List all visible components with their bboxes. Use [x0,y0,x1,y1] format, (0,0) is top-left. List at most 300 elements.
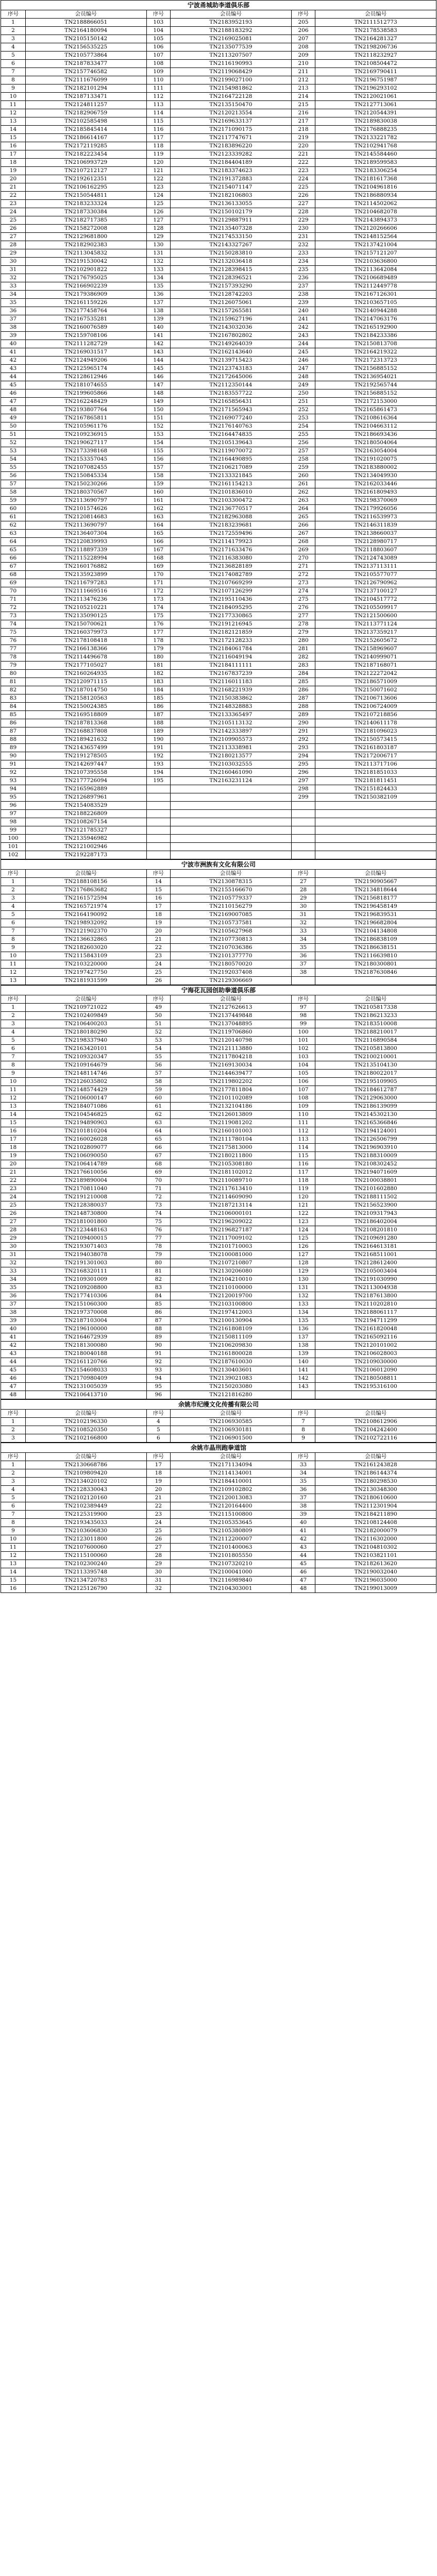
row-index: 28 [1,1226,26,1234]
row-index: 71 [1,596,26,604]
row-index: 96 [146,1391,171,1399]
member-id: TN2106724009 [315,703,436,711]
member-id: TN2134049930 [315,472,436,480]
table-row [1,472,436,480]
member-id: TN2128398415 [171,266,292,274]
member-id: TN2111512773 [315,19,436,27]
row-index: 249 [291,381,315,389]
member-id: TN2196682804 [315,919,436,927]
table-row [1,612,436,620]
member-id: TN2114496678 [25,653,146,662]
row-index: 54 [146,1045,171,1053]
table-row [1,1502,436,1511]
row-index: 4 [1,1028,26,1037]
row-index: 259 [291,464,315,472]
table-row [1,258,436,266]
row-index: 206 [291,27,315,35]
member-id: TN2102809077 [25,1144,146,1152]
row-index: 3 [1,1020,26,1028]
row-index: 44 [1,373,26,381]
row-index: 8 [1,1061,26,1070]
member-id: TN2120814683 [25,513,146,521]
member-id: TN2180022017 [315,1070,436,1078]
member-id: TN2163420101 [25,1045,146,1053]
table-row [1,389,436,398]
row-index: 254 [291,422,315,431]
row-index: 96 [1,802,26,810]
member-id: TN2106028003 [315,1350,436,1358]
row-index: 68 [146,1160,171,1168]
member-id: TN2197412003 [171,1309,292,1317]
row-index: 51 [146,1020,171,1028]
member-id: TN2103032555 [171,760,292,769]
member-id: TN2160461090 [171,769,292,777]
row-index: 108 [146,60,171,68]
row-index: 148 [146,389,171,398]
table-row [1,810,436,818]
row-index: 4 [1,903,26,911]
member-id: TN2140944288 [315,307,436,315]
row-index: 107 [146,52,171,60]
table-row [1,1144,436,1152]
row-index: 281 [291,645,315,653]
table-row [1,546,436,554]
member-id: TN2113207507 [171,52,292,60]
row-index: 12 [1,1094,26,1103]
row-index: 124 [291,1226,315,1234]
member-id: TN2108616364 [315,414,436,422]
row-index: 48 [1,1391,26,1399]
member-id: TN2154083529 [25,802,146,810]
member-id: TN2161243828 [315,1461,436,1469]
row-index: 122 [291,1210,315,1218]
member-id: TN2135090125 [25,612,146,620]
member-id: TN2109400015 [25,1234,146,1243]
member-id: TN2169633137 [171,117,292,126]
member-id: TN2138660037 [315,530,436,538]
member-id: TN2115843109 [25,952,146,960]
row-index: 61 [1,513,26,521]
header-member-id: 会员编号 [315,1453,436,1461]
row-index: 296 [291,769,315,777]
member-id: TN2113395748 [25,1568,146,1577]
member-id: TN2104961816 [315,183,436,192]
row-index: 63 [146,1119,171,1127]
member-id: TN2122272042 [315,670,436,678]
row-index: 53 [1,447,26,455]
row-index [291,851,315,859]
row-index: 242 [291,324,315,332]
member-id: TN2182223454 [25,150,146,159]
member-id: TN2192287173 [25,851,146,859]
row-index: 17 [1,150,26,159]
member-id: TN2199013009 [315,1585,436,1593]
member-id: TN2160026028 [25,1136,146,1144]
row-index: 29 [146,1560,171,1568]
table-row [1,1210,436,1218]
row-index: 20 [146,927,171,936]
row-index: 124 [146,192,171,200]
row-index: 58 [1,488,26,497]
row-index: 53 [146,1037,171,1045]
member-id [315,818,436,826]
row-index: 10 [1,93,26,101]
member-id: TN2180370567 [25,488,146,497]
row-index: 25 [146,1527,171,1535]
row-index: 117 [146,134,171,142]
member-id: TN2181096023 [315,727,436,736]
member-id: TN2108520350 [25,1426,146,1434]
row-index: 126 [291,1243,315,1251]
row-index: 102 [291,1045,315,1053]
row-index: 187 [146,711,171,719]
member-id: TN2103606830 [25,1527,146,1535]
member-id: TN2108201810 [315,1226,436,1234]
row-index: 189 [146,727,171,736]
row-index: 125 [146,200,171,208]
row-index: 10 [1,1078,26,1086]
row-index: 134 [146,274,171,282]
row-index: 227 [291,200,315,208]
member-id: TN2105139643 [171,439,292,447]
table-row [1,274,436,282]
row-index: 19 [1,167,26,175]
row-index: 73 [1,612,26,620]
table-row [1,1527,436,1535]
row-index: 32 [1,274,26,282]
row-index: 114 [146,109,171,117]
row-index: 142 [146,340,171,348]
member-id: TN2113717106 [315,760,436,769]
member-id: TN2174082789 [171,571,292,579]
row-index [146,793,171,802]
member-id [171,810,292,818]
member-id: TN2196209022 [171,1218,292,1226]
row-index: 141 [146,332,171,340]
member-id [315,851,436,859]
member-id: TN2107036386 [171,944,292,952]
row-index: 6 [146,1434,171,1443]
header-index: 序号 [146,10,171,19]
row-index: 266 [291,521,315,530]
member-id: TN2118897339 [25,546,146,554]
table-row [1,878,436,886]
table-row [1,1127,436,1136]
row-index: 9 [1,84,26,93]
member-id: TN2180610600 [315,1494,436,1502]
member-id: TN2180508811 [315,1375,436,1383]
row-index: 117 [291,1168,315,1177]
header-member-id: 会员编号 [315,1410,436,1418]
row-index: 16 [1,142,26,150]
row-index: 60 [1,505,26,513]
row-index: 15 [146,886,171,894]
member-id: TN2116797283 [25,579,146,587]
member-id: TN2181102012 [171,1168,292,1177]
member-id: TN2120213554 [171,109,292,117]
member-id: TN2102941768 [315,142,436,150]
member-id: TN2118803607 [315,546,436,554]
row-index: 209 [291,52,315,60]
row-index: 151 [146,414,171,422]
member-id: TN2124743089 [315,554,436,563]
member-id: TN2119068429 [171,68,292,76]
member-id: TN2184061784 [171,645,292,653]
member-id: TN2172128233 [171,637,292,645]
row-index: 3 [1,1478,26,1486]
member-id: TN2109905573 [171,736,292,744]
row-index: 217 [291,117,315,126]
row-index: 108 [291,1094,315,1103]
member-id: TN2170811040 [25,1185,146,1193]
row-index: 8 [291,1426,315,1434]
member-id: TN2157265581 [171,307,292,315]
member-id: TN2167837239 [171,670,292,678]
member-id: TN2116890584 [315,1037,436,1045]
table-row [1,422,436,431]
table-row [1,960,436,969]
row-index: 36 [291,952,315,960]
row-index: 4 [1,1486,26,1494]
row-index: 36 [291,1486,315,1494]
member-id: TN2126035802 [25,1078,146,1086]
member-id: TN2108612906 [315,1418,436,1426]
row-index: 18 [146,1469,171,1478]
member-id: TN2157746582 [25,68,146,76]
row-index: 109 [146,68,171,76]
row-index: 5 [146,1426,171,1434]
row-index: 2 [1,27,26,35]
table-row [1,530,436,538]
row-index: 16 [146,894,171,903]
row-index: 63 [1,530,26,538]
member-id: TN2172559496 [171,530,292,538]
row-index: 129 [146,233,171,241]
member-id: TN2196458149 [315,903,436,911]
club-table [1,1443,436,1593]
member-id: TN2121785327 [25,826,146,835]
table-row [1,1434,436,1443]
row-index: 128 [146,225,171,233]
row-index: 12 [1,1552,26,1560]
member-id: TN2182902383 [25,241,146,249]
member-id: TN2164490895 [171,455,292,464]
member-id: TN2176888235 [315,126,436,134]
row-index: 11 [1,1086,26,1094]
row-index: 127 [291,1251,315,1259]
table-row [1,579,436,587]
row-index: 5 [1,1494,26,1502]
member-id: TN2182613620 [315,1560,436,1568]
member-id: TN2188061117 [315,1309,436,1317]
table-row [1,282,436,291]
member-id: TN2133321845 [171,472,292,480]
row-index: 44 [1,1358,26,1366]
header-index: 序号 [1,870,26,878]
table-row [1,291,436,299]
member-id: TN2123011800 [25,1535,146,1544]
table-row [1,521,436,530]
row-index: 68 [1,571,26,579]
member-id: TN2127713061 [315,101,436,109]
row-index: 23 [1,200,26,208]
table-row [1,93,436,101]
member-id: TN2150813708 [315,340,436,348]
row-index: 57 [1,480,26,488]
row-index: 72 [146,1193,171,1201]
member-id: TN2134818644 [315,886,436,894]
row-index [146,818,171,826]
member-id: TN2115100060 [25,1552,146,1560]
table-row [1,1185,436,1193]
member-id: TN2102120160 [25,1494,146,1502]
table-row [1,1292,436,1300]
member-id: TN2105773864 [25,52,146,60]
member-id: TN2188226809 [25,810,146,818]
row-index: 66 [146,1144,171,1152]
row-index: 130 [146,241,171,249]
row-index: 25 [146,969,171,977]
row-index [146,785,171,793]
row-index: 245 [291,348,315,357]
row-index: 38 [1,1309,26,1317]
row-index: 19 [146,919,171,927]
member-id: TN2123448163 [25,1226,146,1234]
row-index: 83 [146,1284,171,1292]
row-index: 228 [291,208,315,216]
member-id: TN2106901500 [171,1434,292,1443]
member-id: TN2148152564 [315,233,436,241]
row-index: 40 [291,1519,315,1527]
table-row [1,1511,436,1519]
table-row [1,1267,436,1276]
row-index: 94 [146,1375,171,1383]
table-row [1,1309,436,1317]
row-index: 160 [146,488,171,497]
row-index: 291 [291,727,315,736]
member-id: TN2137359217 [315,629,436,637]
table-row [1,216,436,225]
row-index: 72 [1,604,26,612]
table-row [1,1094,436,1103]
row-index: 261 [291,480,315,488]
table-row [1,101,436,109]
member-id: TN2163231124 [171,777,292,785]
member-id: TN2183896220 [171,142,292,150]
member-id: TN2111780104 [171,1136,292,1144]
row-index: 51 [1,431,26,439]
member-id: TN2181074655 [25,381,146,389]
member-id: TN2114179923 [171,538,292,546]
member-id: TN2176863682 [25,886,146,894]
row-index [291,1391,315,1399]
member-id: TN2103300472 [171,497,292,505]
row-index: 67 [1,563,26,571]
member-id: TN2115228994 [25,554,146,563]
member-id: TN2177458764 [25,307,146,315]
row-index: 31 [146,1577,171,1585]
row-index: 10 [1,952,26,960]
row-index: 30 [146,1568,171,1577]
table-row [1,1469,436,1478]
row-index: 241 [291,315,315,324]
row-index: 85 [146,1300,171,1309]
row-index: 137 [146,299,171,307]
member-id: TN2192612351 [25,175,146,183]
table-row [1,818,436,826]
club-table [1,859,436,985]
row-index: 119 [291,1185,315,1193]
table-row [1,752,436,760]
table-row [1,324,436,332]
table-row [1,266,436,274]
member-id: TN2169518809 [25,711,146,719]
member-id: TN2195316100 [315,1383,436,1391]
member-id: TN2198370069 [315,497,436,505]
member-id: TN2154981862 [171,84,292,93]
row-index: 132 [146,258,171,266]
member-id: TN2121113880 [171,1045,292,1053]
member-id: TN2113642084 [315,266,436,274]
row-index: 263 [291,497,315,505]
row-index: 88 [1,736,26,744]
row-index: 239 [291,299,315,307]
table-row [1,620,436,629]
member-id: TN2136632865 [25,936,146,944]
row-index: 25 [1,216,26,225]
header-index: 序号 [291,10,315,19]
row-index: 39 [1,1317,26,1325]
table-row [1,27,436,35]
member-id: TN2168837808 [25,727,146,736]
row-index: 285 [291,678,315,686]
row-index: 23 [1,1185,26,1193]
member-id: TN2107218856 [315,711,436,719]
member-id: TN2115100800 [171,1511,292,1519]
header-member-id: 会员编号 [25,870,146,878]
header-member-id: 会员编号 [315,10,436,19]
row-index [291,826,315,835]
member-id: TN2106217089 [171,464,292,472]
member-id: TN2140611178 [315,719,436,727]
member-id: TN2113338981 [171,744,292,752]
member-id: TN2161808109 [171,1325,292,1333]
table-row [1,596,436,604]
row-index: 171 [146,579,171,587]
member-id: TN2145584460 [315,150,436,159]
table-row [1,52,436,60]
row-index: 121 [291,1201,315,1210]
member-id: TN2100041000 [171,1568,292,1577]
member-id: TN2184071086 [25,1103,146,1111]
header-member-id: 会员编号 [171,1410,292,1418]
header-index: 序号 [1,10,26,19]
table-row [1,843,436,851]
member-id: TN2199605866 [25,389,146,398]
table-row [1,1276,436,1284]
row-index: 115 [146,117,171,126]
row-index: 35 [291,1478,315,1486]
row-index: 207 [291,35,315,43]
table-row [1,1243,436,1251]
row-index: 35 [1,1284,26,1292]
member-id: TN2104663112 [315,422,436,431]
row-index: 15 [1,134,26,142]
row-index: 251 [291,398,315,406]
table-row [1,1300,436,1309]
member-id: TN2152605672 [315,637,436,645]
table-row [1,43,436,52]
